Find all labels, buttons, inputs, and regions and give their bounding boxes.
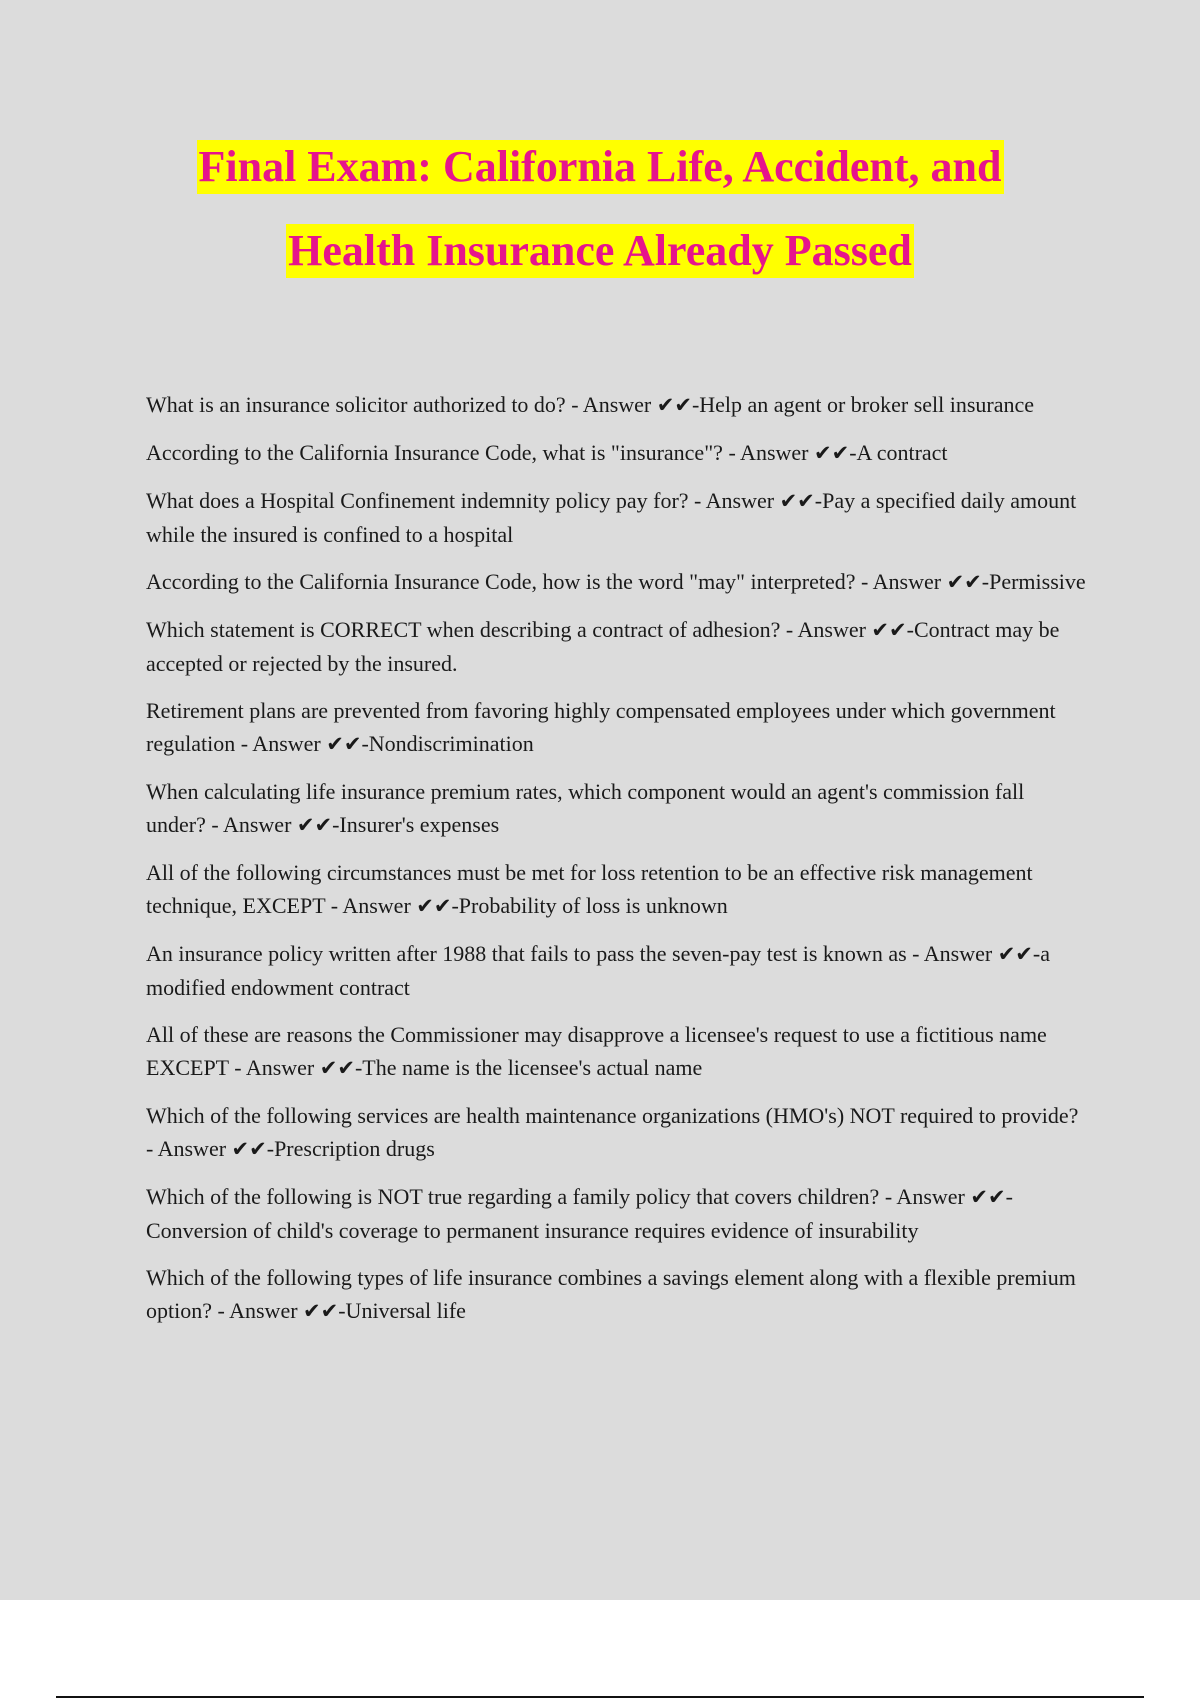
answer-text: -Help an agent or broker sell insurance — [691, 392, 1035, 417]
qa-item — [146, 565, 1086, 599]
qa-item — [146, 1099, 1086, 1166]
qa-item — [146, 1018, 1086, 1085]
question-text: Retirement plans are prevented from favoring highly compensated employees under which government regulation - Answer — [146, 698, 1056, 756]
answer-text: -Pay a specified daily amount while the insured is confined to a hospital — [146, 488, 1077, 547]
answer-text: -Prescription drugs — [266, 1136, 435, 1161]
double-check-icon: ✔✔ — [813, 441, 850, 465]
page-footer — [0, 1600, 1200, 1700]
double-check-icon: ✔✔ — [319, 1056, 355, 1080]
question-text: All of the following circumstances must be met for loss retention to be an effective risk management technique, EXCEPT - Answer — [146, 860, 1033, 918]
qa-item — [146, 388, 1086, 422]
double-check-icon: ✔✔ — [416, 894, 452, 918]
double-check-icon: ✔✔ — [303, 1299, 339, 1323]
double-check-icon: ✔✔ — [656, 393, 692, 417]
question-text: When calculating life insurance premium rates, which component would an agent's commission fall under? - Answer — [146, 779, 1025, 837]
question-text: What is an insurance solicitor authorized to do? - Answer — [146, 392, 657, 417]
question-text: According to the California Insurance Code, how is the word "may" interpreted? - Answer — [146, 569, 947, 594]
answer-text: -Permissive — [981, 569, 1086, 594]
question-text: An insurance policy written after 1988 that fails to pass the seven-pay test is known as - Answer — [146, 941, 998, 966]
answer-text: -a modified endowment contract — [146, 941, 1050, 1000]
answer-text: -Probability of loss is unknown — [451, 893, 728, 918]
qa-item — [146, 436, 1086, 470]
double-check-icon: ✔✔ — [296, 813, 333, 837]
answer-text: -Contract may be accepted or rejected by the insured. — [146, 617, 1060, 676]
question-answer-list — [146, 388, 1086, 1342]
double-check-icon: ✔✔ — [326, 732, 362, 756]
answer-text: -A contract — [849, 440, 948, 465]
footer-divider — [56, 1696, 1144, 1698]
question-text: All of these are reasons the Commissioner may disapprove a licensee's request to use a fictitious name EXCEPT - Answer — [146, 1022, 1047, 1080]
qa-item — [146, 1261, 1086, 1328]
page-title — [0, 140, 1200, 308]
answer-text: -Universal life — [338, 1298, 466, 1323]
question-text: Which of the following types of life insurance combines a savings element along with a flexible premium option? - Answer — [146, 1265, 1076, 1323]
question-text: Which statement is CORRECT when describing a contract of adhesion? - Answer — [146, 617, 872, 642]
question-text: Which of the following is NOT true regarding a family policy that covers children? - Answer — [146, 1184, 971, 1209]
answer-text: -Insurer's expenses — [332, 812, 500, 837]
answer-text: -Nondiscrimination — [361, 731, 534, 756]
double-check-icon: ✔✔ — [871, 618, 907, 642]
qa-item — [146, 937, 1086, 1004]
qa-item — [146, 613, 1086, 680]
qa-item — [146, 775, 1086, 842]
title-line-2: Health Insurance Already Passed — [286, 224, 914, 278]
double-check-icon: ✔✔ — [231, 1137, 267, 1161]
double-check-icon: ✔✔ — [970, 1185, 1006, 1209]
qa-item — [146, 856, 1086, 923]
double-check-icon: ✔✔ — [779, 489, 815, 513]
title-line-1: Final Exam: California Life, Accident, and — [197, 140, 1004, 194]
answer-text: -The name is the licensee's actual name — [354, 1055, 703, 1080]
question-text: Which of the following services are health maintenance organizations (HMO's) NOT required to provide? - Answer — [146, 1103, 1079, 1161]
double-check-icon: ✔✔ — [946, 570, 982, 594]
qa-item — [146, 484, 1086, 551]
double-check-icon: ✔✔ — [997, 942, 1033, 966]
qa-item — [146, 1180, 1086, 1247]
qa-item — [146, 694, 1086, 761]
question-text: According to the California Insurance Code, what is "insurance"? - Answer — [146, 440, 814, 465]
answer-text: -Conversion of child's coverage to permanent insurance requires evidence of insurability — [146, 1184, 1013, 1243]
question-text: What does a Hospital Confinement indemnity policy pay for? - Answer — [146, 488, 780, 513]
